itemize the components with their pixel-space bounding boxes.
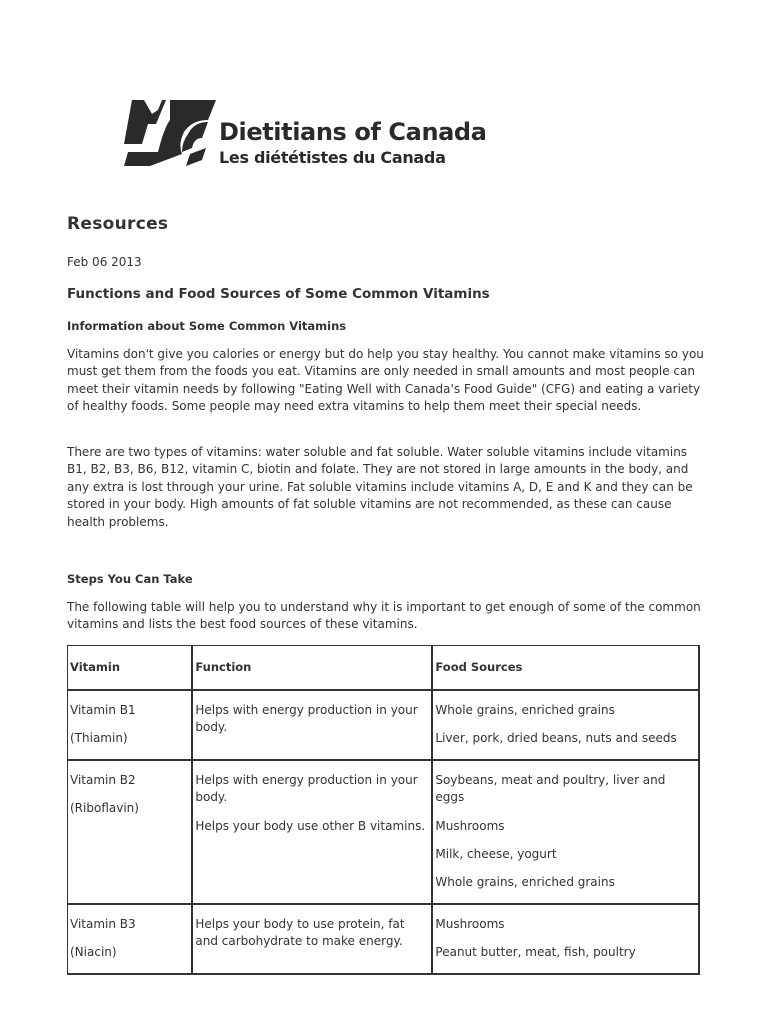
food-source-item: Soybeans, meat and poultry, liver and eggs (435, 772, 666, 805)
table-header-row (68, 646, 700, 691)
food-source-item: Milk, cheese, yogurt (435, 847, 557, 862)
table-row (68, 761, 700, 905)
food-sources-cell (433, 691, 700, 761)
publish-date: Feb 06 2013 (67, 255, 142, 269)
paragraph-table-intro: The following table will help you to understand why it is important to get enough of some of the common vitamins and lists the best food sources of these vitamins. (67, 600, 701, 632)
section-heading-information: Information about Some Common Vitamins (67, 319, 347, 333)
vitamin-alt-name: (Niacin) (70, 945, 117, 960)
function-text: Helps your body to use protein, fat and carbohydrate to make energy. (195, 916, 405, 949)
vitamin-alt-name: (Thiamin) (70, 731, 128, 746)
food-source-item: Whole grains, enriched grains (435, 703, 615, 717)
food-source-item: Whole grains, enriched grains (435, 875, 615, 890)
food-source-item: Mushrooms (435, 916, 505, 931)
column-header-food-sources: Food Sources (433, 646, 700, 691)
logo-name-english: Dietitians of Canada (219, 118, 487, 146)
function-cell (193, 761, 433, 905)
food-source-item: Peanut butter, meat, fish, poultry (435, 945, 636, 960)
vitamins-table (67, 645, 700, 975)
vitamin-cell (68, 691, 193, 761)
article-title: Functions and Food Sources of Some Common Vitamins (67, 286, 490, 302)
dc-logo-mark-icon (122, 98, 218, 168)
page-title: Resources (67, 214, 169, 234)
dietitians-of-canada-logo (122, 98, 492, 170)
function-text: Helps your body use other B vitamins. (195, 818, 426, 833)
function-cell (193, 691, 433, 761)
paragraph-vitamins-intro: Vitamins don't give you calories or energy but do help you stay healthy. You cannot make vitamins so you must get them from the foods you eat. Vitamins are only needed in small amounts and most people can meet their vitamin needs by following "Eating Well with Canada's Food Guide" (CFG) and eating a variety of healthy foods. Some people may need extra vitamins to help them meet their special needs. (67, 347, 704, 414)
column-header-function: Function (193, 646, 433, 691)
table-row (68, 691, 700, 761)
table-row (68, 905, 700, 975)
vitamin-name: Vitamin B2 (70, 772, 136, 787)
food-source-item: Mushrooms (435, 818, 505, 833)
vitamin-alt-name: (Riboflavin) (70, 801, 139, 816)
food-source-item: Liver, pork, dried beans, nuts and seeds (435, 731, 677, 746)
food-sources-cell (433, 761, 700, 905)
vitamin-cell (68, 905, 193, 975)
function-text: Helps with energy production in your body. (195, 703, 418, 735)
function-cell (193, 905, 433, 975)
paragraph-vitamin-types: There are two types of vitamins: water soluble and fat soluble. Water soluble vitamins include vitamins B1, B2, B3, B6, B12, vitamin C, biotin and folate. They are not stored in large amounts in the body, and any extra is lost through your urine. Fat soluble vitamins include vitamins A, D, E and K and they can be stored in your body. High amounts of fat soluble vitamins are not recommended, as these can cause health problems. (67, 445, 693, 529)
vitamin-cell (68, 761, 193, 905)
vitamin-name: Vitamin B1 (70, 703, 136, 717)
column-header-vitamin: Vitamin (68, 646, 193, 691)
function-text: Helps with energy production in your body. (195, 772, 418, 805)
food-sources-cell (433, 905, 700, 975)
vitamin-name: Vitamin B3 (70, 916, 136, 931)
logo-name-french: Les diététistes du Canada (219, 148, 446, 167)
section-heading-steps: Steps You Can Take (67, 572, 193, 586)
